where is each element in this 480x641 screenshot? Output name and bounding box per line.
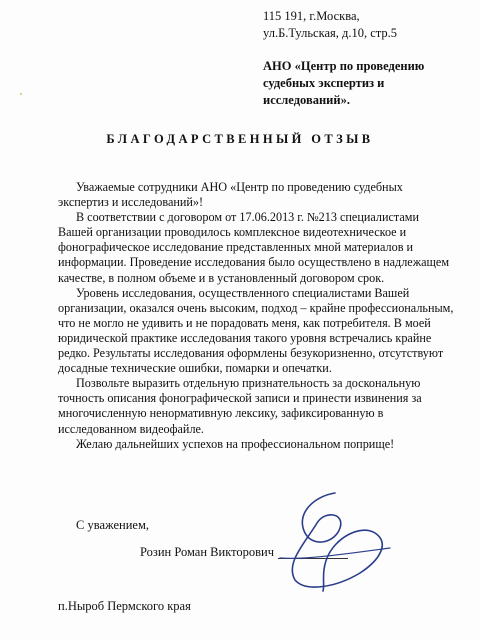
- body-line: Вашей организации проводилось комплексное видеотехническое и: [58, 225, 407, 240]
- body-line: Уровень исследования, осуществленного специалистами Вашей: [76, 285, 410, 300]
- recipient-line-1: АНО «Центр по проведению: [263, 59, 425, 73]
- address-line-2: ул.Б.Тульская, д.10, стр.5: [263, 26, 398, 40]
- letter-body: [58, 180, 463, 452]
- address-line-1: 115 191, г.Москва,: [263, 9, 360, 23]
- place-of-signing: п.Ныроб Пермского края: [58, 599, 191, 613]
- body-line: что не могло не удивить и не порадовать меня, как потребителя. В моей: [58, 315, 431, 330]
- body-line: многочисленную ненормативную лексику, зафиксированную в: [58, 406, 384, 421]
- signature-stroke: [292, 493, 382, 591]
- body-line: Желаю дальнейших успехов на профессиональном поприще!: [76, 436, 395, 451]
- signer-name: Розин Роман Викторович: [140, 545, 275, 559]
- body-line: экспертиз и исследований»!: [58, 195, 204, 210]
- body-line: юридической практике исследования такого уровня встречались крайне: [58, 330, 432, 345]
- body-line: досадные технические ошибки, помарки и опечатки.: [58, 361, 332, 376]
- body-line: организации, оказался очень высоким, подход – крайне профессиональным,: [58, 300, 454, 315]
- body-line: редко. Результаты исследования оформлены безукоризненно, отсутствуют: [58, 346, 444, 361]
- closing-phrase: С уважением,: [76, 518, 149, 532]
- body-line: качестве, в полном объеме и в установленный договором срок.: [58, 270, 385, 285]
- sender-address: [263, 8, 397, 42]
- recipient-line-3: исследований».: [263, 93, 350, 107]
- body-line: фонографическое исследование представленных мной материалов и: [58, 240, 414, 255]
- paper-speck: [20, 93, 22, 95]
- recipient-line-2: судебных экспертиз и: [263, 76, 385, 90]
- body-line: В соответствии с договором от 17.06.2013 г. №213 специалистами: [76, 210, 420, 225]
- body-line: Позвольте выразить отдельную признательность за доскональную: [76, 376, 421, 391]
- body-line: точность описания фонографической записи и принести извинения за: [58, 391, 422, 406]
- handwritten-signature: [265, 488, 395, 593]
- body-line: Уважаемые сотрудники АНО «Центр по проведению судебных: [76, 180, 403, 194]
- recipient-block: [263, 58, 424, 109]
- body-line: информации. Проведение исследования было осуществлено в надлежащем: [58, 255, 450, 270]
- document-title: БЛАГОДАРСТВЕННЫЙ ОТЗЫВ: [106, 132, 374, 146]
- body-line: исследованном видеофайле.: [58, 421, 204, 436]
